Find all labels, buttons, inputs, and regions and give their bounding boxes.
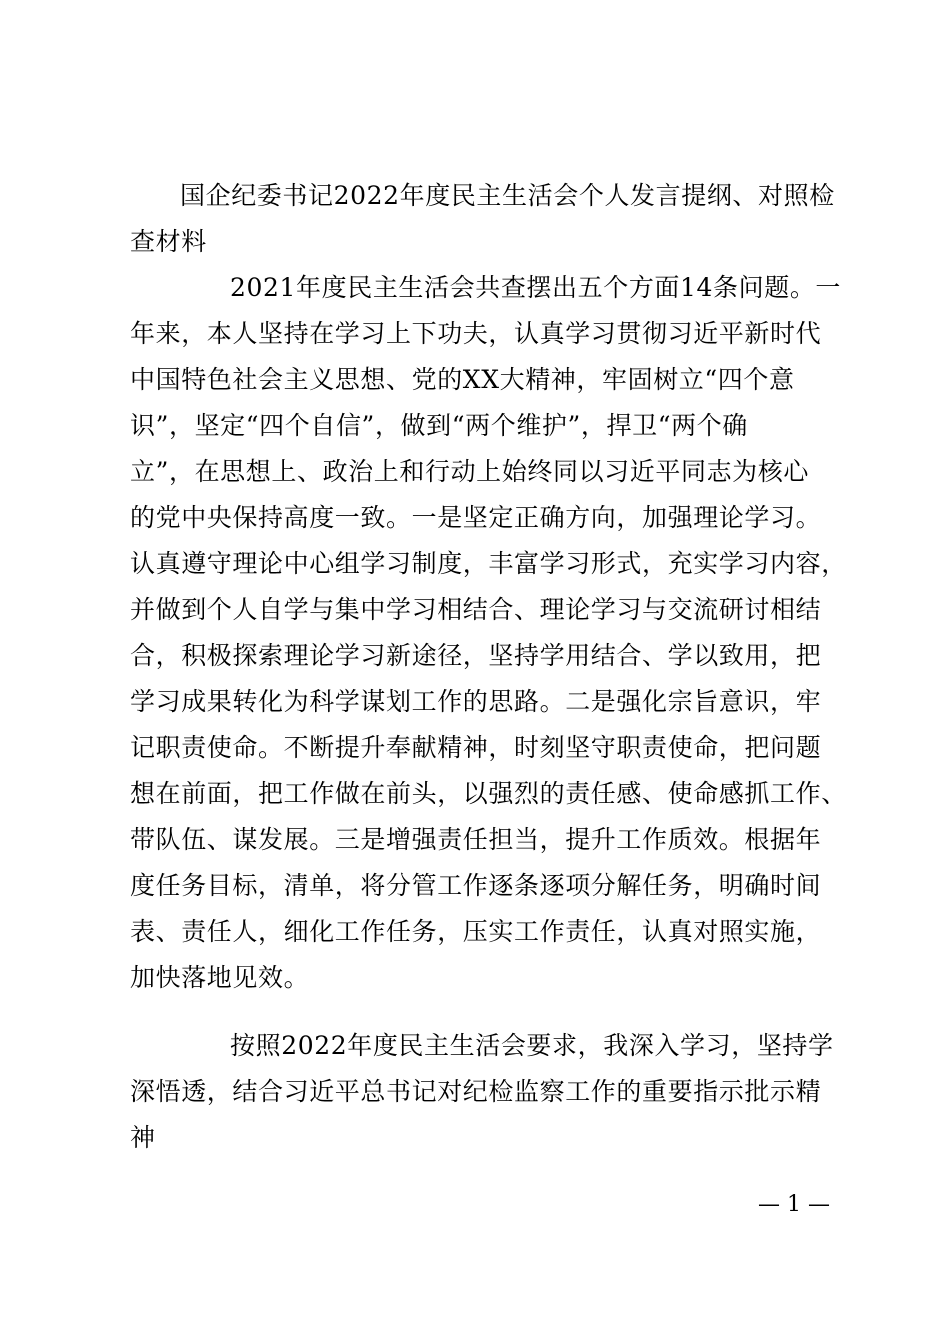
- paragraph1-line-7: 认真遵守理论中心组学习制度，丰富学习形式，充实学习内容，: [130, 549, 847, 578]
- paragraph1-line-13: 带队伍、谋发展。三是增强责任担当，提升工作质效。根据年: [130, 825, 822, 854]
- paragraph1-line-2: 年来，本人坚持在学习上下功夫，认真学习贯彻习近平新时代: [130, 319, 822, 348]
- paragraph1-line-4: 识”，坚定“四个自信”，做到“两个维护”，捍卫“两个确: [130, 411, 748, 440]
- paragraph2-line-3: 神: [130, 1123, 156, 1152]
- paragraph2-line-1: 按照2022年度民主生活会要求，我深入学习，坚持学: [230, 1031, 834, 1060]
- paragraph1-line-16: 加快落地见效。: [130, 963, 310, 992]
- paragraph1-line-5: 立”，在思想上、政治上和行动上始终同以习近平同志为核心: [130, 457, 809, 486]
- paragraph1-line-11: 记职责使命。不断提升奉献精神，时刻坚守职责使命，把问题: [130, 733, 822, 762]
- page-number: — 1 —: [758, 1192, 830, 1217]
- paragraph1-line-12: 想在前面，把工作做在前头，以强烈的责任感、使命感抓工作、: [130, 779, 847, 808]
- paragraph1-line-10: 学习成果转化为科学谋划工作的思路。二是强化宗旨意识，牢: [130, 687, 822, 716]
- paragraph1-line-3: 中国特色社会主义思想、党的XX大精神，牢固树立“四个意: [130, 365, 795, 394]
- paragraph1-line-15: 表、责任人，细化工作任务，压实工作责任，认真对照实施，: [130, 917, 822, 946]
- paragraph1-line-9: 合，积极探索理论学习新途径，坚持学用结合、学以致用，把: [130, 641, 822, 670]
- paragraph1-line-6: 的党中央保持高度一致。一是坚定正确方向，加强理论学习。: [130, 503, 822, 532]
- paragraph1-line-1: 2021年度民主生活会共查摆出五个方面14条问题。一: [230, 273, 842, 302]
- title-line-2: 查材料: [130, 227, 207, 256]
- paragraph1-line-14: 度任务目标，清单，将分管工作逐条逐项分解任务，明确时间: [130, 871, 822, 900]
- title-line-1: 国企纪委书记2022年度民主生活会个人发言提纲、对照检: [180, 181, 835, 210]
- paragraph2-line-2: 深悟透，结合习近平总书记对纪检监察工作的重要指示批示精: [130, 1077, 822, 1106]
- paragraph1-line-8: 并做到个人自学与集中学习相结合、理论学习与交流研讨相结: [130, 595, 822, 624]
